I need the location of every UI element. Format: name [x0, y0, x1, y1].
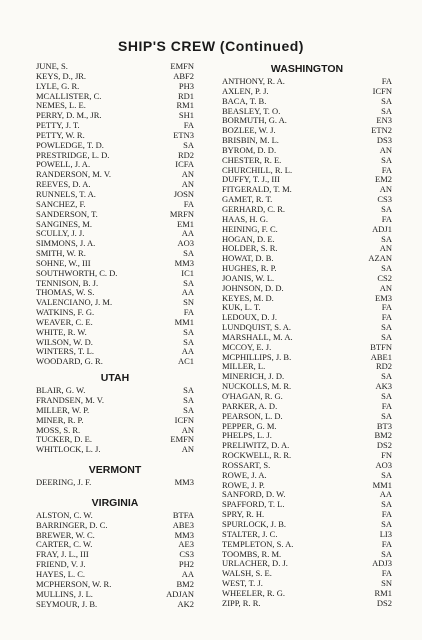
- crew-name: SOUTHWORTH, C. D.: [36, 267, 118, 278]
- crew-rate: FA: [381, 164, 392, 175]
- crew-rate: RD2: [177, 149, 194, 160]
- crew-name: BREWER, W. C.: [36, 529, 95, 540]
- crew-rate: SA: [381, 371, 392, 382]
- crew-name: BOZLEE, W. J.: [222, 125, 276, 136]
- crew-rate: RD1: [177, 90, 194, 101]
- crew-name: CARTER, C. W.: [36, 539, 93, 550]
- crew-rate: ICFN: [372, 85, 392, 96]
- crew-name: NEMES, L. E.: [36, 100, 86, 111]
- crew-rate: SA: [381, 105, 392, 116]
- crew-name: SANFORD, D. W.: [222, 489, 286, 500]
- crew-name: RANDERSON, M. V.: [36, 169, 112, 180]
- crew-rate: FA: [381, 312, 392, 323]
- crew-rate: LI3: [379, 528, 392, 539]
- crew-name: ROCKWELL, R. R.: [222, 450, 292, 461]
- crew-name: SPRY, R. H.: [222, 509, 265, 520]
- crew-name: VALENCIANO, J. M.: [36, 297, 113, 308]
- crew-name: PHELPS, L. J.: [222, 430, 272, 441]
- crew-name: LEDOUX, D. J.: [222, 312, 278, 323]
- crew-name: MILLER, L.: [222, 361, 266, 372]
- crew-name: FRIEND, V. J.: [36, 559, 86, 570]
- crew-name: WEST, T. J.: [222, 578, 263, 589]
- crew-rate: PH2: [178, 559, 194, 570]
- crew-rate: ABE1: [370, 351, 392, 362]
- crew-rate: DS2: [376, 597, 392, 608]
- crew-name: JUNE, S.: [36, 61, 68, 71]
- crew-name: PEPPER, G. M.: [222, 420, 277, 431]
- crew-name: JOHNSON, D. D.: [222, 282, 284, 293]
- crew-name: SOHNE, W., III: [36, 257, 91, 268]
- crew-rate: SA: [381, 499, 392, 510]
- crew-name: TOOMBS, R. M.: [222, 548, 282, 559]
- crew-name: WHITLOCK, L. J.: [36, 444, 101, 455]
- crew-name: LUNDQUIST, S. A.: [222, 322, 292, 333]
- crew-rate: MM3: [174, 529, 194, 540]
- crew-rate: FA: [381, 568, 392, 579]
- crew-name: ROWE, J. P.: [222, 479, 265, 490]
- crew-rate: SA: [183, 248, 194, 259]
- crew-rate: FN: [381, 450, 392, 461]
- crew-rate: SA: [381, 95, 392, 106]
- crew-name: FITGERALD, T. M.: [222, 184, 292, 195]
- crew-name: GAMET, R. T.: [222, 194, 273, 205]
- crew-name: REEVES, D. A.: [36, 179, 91, 190]
- crew-name: MOSS, S. R.: [36, 424, 81, 435]
- crew-rate: AC1: [177, 356, 194, 367]
- crew-name: DEERING, J. F.: [36, 477, 92, 488]
- crew-rate: AA: [181, 287, 194, 298]
- crew-rate: AN: [181, 179, 194, 190]
- crew-name: PARKER, A. D.: [222, 400, 278, 411]
- crew-name: MINERICH, J. D.: [222, 371, 285, 382]
- crew-name: THOMAS, W. S.: [36, 287, 95, 298]
- crew-rate: RM1: [176, 100, 194, 111]
- crew-name: WILSON, W. D.: [36, 336, 93, 347]
- crew-rate: ADJ1: [372, 223, 392, 234]
- crew-name: HUGHES, R. P.: [222, 263, 277, 274]
- crew-name: WINTERS, T. L.: [36, 346, 94, 357]
- crew-name: O'HAGAN, R. G.: [222, 391, 283, 401]
- crew-rate: FA: [381, 76, 392, 86]
- crew-rate: FA: [381, 213, 392, 224]
- crew-rate: SA: [183, 139, 194, 150]
- section-heading-vermont: VERMONT: [88, 464, 142, 477]
- crew-rate: AN: [379, 184, 392, 195]
- crew-rate: FA: [183, 307, 194, 318]
- crew-entry: [36, 600, 194, 610]
- crew-name: WALSH, S. E.: [222, 568, 272, 579]
- crew-name: SMITH, W. R.: [36, 248, 86, 259]
- crew-rate: BT3: [376, 420, 392, 431]
- crew-name: JOANIS, W. L.: [222, 272, 275, 283]
- crew-name: CHESTER, R. E.: [222, 154, 282, 165]
- roster-list: [222, 77, 392, 609]
- crew-rate: AN: [379, 243, 392, 254]
- crew-name: RUNNELS, T. A.: [36, 188, 96, 199]
- crew-name: KEYS, D., JR.: [36, 70, 87, 81]
- crew-name: SANCHEZ, F.: [36, 198, 86, 209]
- crew-name: HOLDER, S. R.: [222, 243, 278, 254]
- crew-name: HAAS, H. G.: [222, 213, 269, 224]
- roster-list: [36, 386, 194, 455]
- crew-rate: AN: [181, 169, 194, 180]
- crew-rate: ETN2: [371, 125, 392, 136]
- crew-name: BORMUTH, G. A.: [222, 115, 287, 126]
- crew-name: TENNISON, B. J.: [36, 277, 99, 288]
- crew-name: BARRINGER, D. C.: [36, 519, 108, 530]
- crew-rate: SA: [183, 336, 194, 347]
- crew-rate: ETN3: [173, 129, 194, 140]
- crew-name: HEINING, F. C.: [222, 223, 278, 234]
- crew-name: CHURCHILL, R. L.: [222, 164, 293, 175]
- roster-list: [36, 511, 194, 609]
- crew-rate: SA: [381, 391, 392, 401]
- crew-name: MCPHERSON, W. R.: [36, 578, 112, 589]
- section-heading-washington: WASHINGTON: [270, 63, 344, 75]
- roster-list: [36, 478, 194, 488]
- crew-rate: FA: [381, 400, 392, 411]
- crew-rate: AA: [379, 489, 392, 500]
- crew-rate: SA: [381, 233, 392, 244]
- crew-name: LYLE, G. R.: [36, 80, 80, 91]
- crew-rate: ABE3: [172, 519, 194, 530]
- crew-rate: FA: [381, 302, 392, 313]
- crew-rate: MRFN: [169, 208, 194, 219]
- crew-rate: BM2: [176, 578, 194, 589]
- section-heading-utah: UTAH: [100, 372, 130, 385]
- crew-rate: EMFN: [170, 434, 194, 445]
- crew-name: POWELL, J. A.: [36, 159, 91, 170]
- crew-name: KEYES, M. D.: [222, 292, 274, 303]
- crew-rate: AN: [379, 282, 392, 293]
- crew-rate: SN: [183, 297, 194, 308]
- crew-rate: SA: [381, 154, 392, 165]
- crew-name: SPURLOCK, J. B.: [222, 518, 287, 529]
- crew-rate: CS3: [377, 194, 392, 205]
- crew-rate: SH1: [178, 110, 194, 121]
- crew-name: ROWE, J. A.: [222, 469, 267, 480]
- crew-name: MILLER, W. P.: [36, 404, 90, 415]
- left-column: [36, 62, 194, 609]
- crew-name: SEYMOUR, J. B.: [36, 598, 98, 609]
- crew-name: BRISBIN, M. L.: [222, 135, 279, 146]
- crew-name: SIMMONS, J. A.: [36, 238, 96, 249]
- crew-name: WHEELER, R. G.: [222, 587, 286, 598]
- crew-entry: [222, 599, 392, 609]
- crew-name: HAYES, L. C.: [36, 568, 86, 579]
- crew-name: WATKINS, F. G.: [36, 307, 95, 318]
- crew-name: FRANDSEN, M. V.: [36, 395, 104, 405]
- crew-rate: FA: [183, 120, 194, 131]
- crew-rate: MM1: [372, 479, 392, 490]
- crew-rate: CS3: [179, 549, 194, 560]
- crew-name: MARSHALL, M. A.: [222, 331, 293, 342]
- crew-name: BACA, T. B.: [222, 95, 267, 106]
- crew-rate: SA: [381, 469, 392, 480]
- crew-rate: ADJ3: [372, 558, 392, 569]
- crew-rate: IC1: [181, 267, 194, 278]
- crew-name: NUCKOLLS, M. R.: [222, 381, 292, 392]
- crew-entry: [36, 478, 194, 488]
- crew-rate: AA: [181, 228, 194, 239]
- crew-rate: ABF2: [173, 70, 194, 81]
- crew-name: PRESTRIDGE, L. D.: [36, 149, 110, 160]
- crew-rate: AK2: [177, 598, 194, 609]
- crew-rate: ADJAN: [166, 588, 194, 599]
- crew-rate: SA: [381, 203, 392, 214]
- crew-rate: SA: [381, 263, 392, 274]
- crew-name: ZIPP, R. R.: [222, 597, 261, 608]
- crew-rate: AZAN: [368, 253, 392, 264]
- crew-name: ROSSART, S.: [222, 459, 271, 470]
- crew-name: WOODARD, G. R.: [36, 356, 103, 367]
- crew-rate: EM2: [375, 174, 392, 185]
- crew-rate: BTFN: [370, 341, 392, 352]
- crew-rate: FA: [381, 538, 392, 549]
- crew-name: PETTY, J. T.: [36, 120, 80, 131]
- crew-name: BEASLEY, T. O.: [222, 105, 281, 116]
- crew-name: ALSTON, C. W.: [36, 509, 93, 520]
- crew-name: PETTY, W. R.: [36, 129, 85, 140]
- crew-name: BLAIR, G. W.: [36, 385, 86, 396]
- crew-rate: BM2: [374, 430, 392, 441]
- crew-rate: ICFN: [174, 414, 194, 425]
- crew-name: POWLEDGE, T. D.: [36, 139, 104, 150]
- roster-list: [36, 62, 194, 367]
- crew-name: HOGAN, D. E.: [222, 233, 275, 244]
- crew-rate: MM1: [174, 316, 194, 327]
- crew-name: PRELIWITZ, D. A.: [222, 440, 290, 451]
- crew-name: PEARSON, L. D.: [222, 410, 283, 421]
- crew-rate: CS2: [377, 272, 392, 283]
- crew-rate: SA: [183, 277, 194, 288]
- crew-name: FRAY, J. L., III: [36, 549, 89, 560]
- crew-rate: AA: [181, 568, 194, 579]
- crew-name: PERRY, D. M., JR.: [36, 110, 102, 121]
- crew-rate: JOSN: [173, 188, 194, 199]
- crew-rate: FA: [183, 198, 194, 209]
- crew-name: GERHARD, C. R.: [222, 203, 286, 214]
- crew-rate: AO3: [375, 459, 392, 470]
- crew-rate: SA: [381, 331, 392, 342]
- crew-name: MCCOY, E. J.: [222, 341, 272, 352]
- crew-rate: SA: [381, 410, 392, 421]
- crew-name: SANDERSON, T.: [36, 208, 98, 219]
- crew-rate: MM3: [174, 257, 194, 268]
- crew-name: MCPHILLIPS, J. B.: [222, 351, 292, 362]
- crew-rate: FA: [381, 509, 392, 520]
- crew-rate: EN3: [376, 115, 392, 126]
- section-heading-virginia: VIRGINIA: [91, 496, 139, 509]
- crew-name: MULLINS, J. L.: [36, 588, 93, 599]
- crew-rate: ICFA: [175, 159, 194, 170]
- crew-rate: AN: [379, 144, 392, 155]
- crew-rate: RM1: [374, 587, 392, 598]
- crew-name: SPAFFORD, T. L.: [222, 499, 285, 510]
- crew-rate: AA: [181, 346, 194, 357]
- crew-name: SCULLY, J. J.: [36, 228, 85, 239]
- crew-rate: AN: [181, 424, 194, 435]
- crew-rate: EMFN: [170, 61, 194, 71]
- crew-rate: SA: [183, 395, 194, 405]
- crew-name: MINER, R. P.: [36, 414, 84, 425]
- crew-rate: AE3: [178, 539, 194, 550]
- crew-rate: SA: [381, 518, 392, 529]
- page-title: SHIP'S CREW (Continued): [118, 38, 304, 54]
- crew-rate: AO3: [177, 238, 194, 249]
- crew-entry: [36, 445, 194, 455]
- crew-name: SANGINES, M.: [36, 218, 92, 229]
- crew-rate: PH3: [178, 80, 194, 91]
- crew-rate: SA: [183, 326, 194, 337]
- crew-rate: DS2: [376, 440, 392, 451]
- crew-rate: EM3: [375, 292, 392, 303]
- crew-name: HOWAT, D. B.: [222, 253, 274, 264]
- crew-name: TUCKER, D. E.: [36, 434, 92, 445]
- crew-rate: SA: [381, 548, 392, 559]
- crew-rate: EM1: [177, 218, 194, 229]
- crew-name: AXLEN, P. J.: [222, 85, 269, 96]
- crew-name: WEAVER, C. E.: [36, 316, 93, 327]
- right-column: [222, 62, 392, 609]
- crew-rate: SN: [381, 578, 392, 589]
- crew-rate: AN: [181, 444, 194, 455]
- crew-name: DUFFY, T. J., III: [222, 174, 280, 185]
- crew-name: ANTHONY, R. A.: [222, 76, 285, 86]
- crew-name: BYROM, D. D.: [222, 144, 277, 155]
- crew-rate: MM3: [174, 477, 194, 488]
- crew-name: URLACHER, D. J.: [222, 558, 288, 569]
- crew-rate: RD2: [375, 361, 392, 372]
- crew-name: KUK, L. T.: [222, 302, 261, 313]
- crew-rate: SA: [183, 404, 194, 415]
- crew-rate: SA: [381, 322, 392, 333]
- crew-entry: [36, 357, 194, 367]
- crew-name: MCALLISTER, C.: [36, 90, 102, 101]
- crew-name: STALTER, J. C.: [222, 528, 278, 539]
- crew-name: TEMPLETON, S. A.: [222, 538, 294, 549]
- crew-rate: SA: [183, 385, 194, 396]
- crew-name: WHITE, R. W.: [36, 326, 87, 337]
- crew-rate: AK3: [375, 381, 392, 392]
- crew-rate: BTFA: [172, 509, 194, 520]
- crew-rate: DS3: [376, 135, 392, 146]
